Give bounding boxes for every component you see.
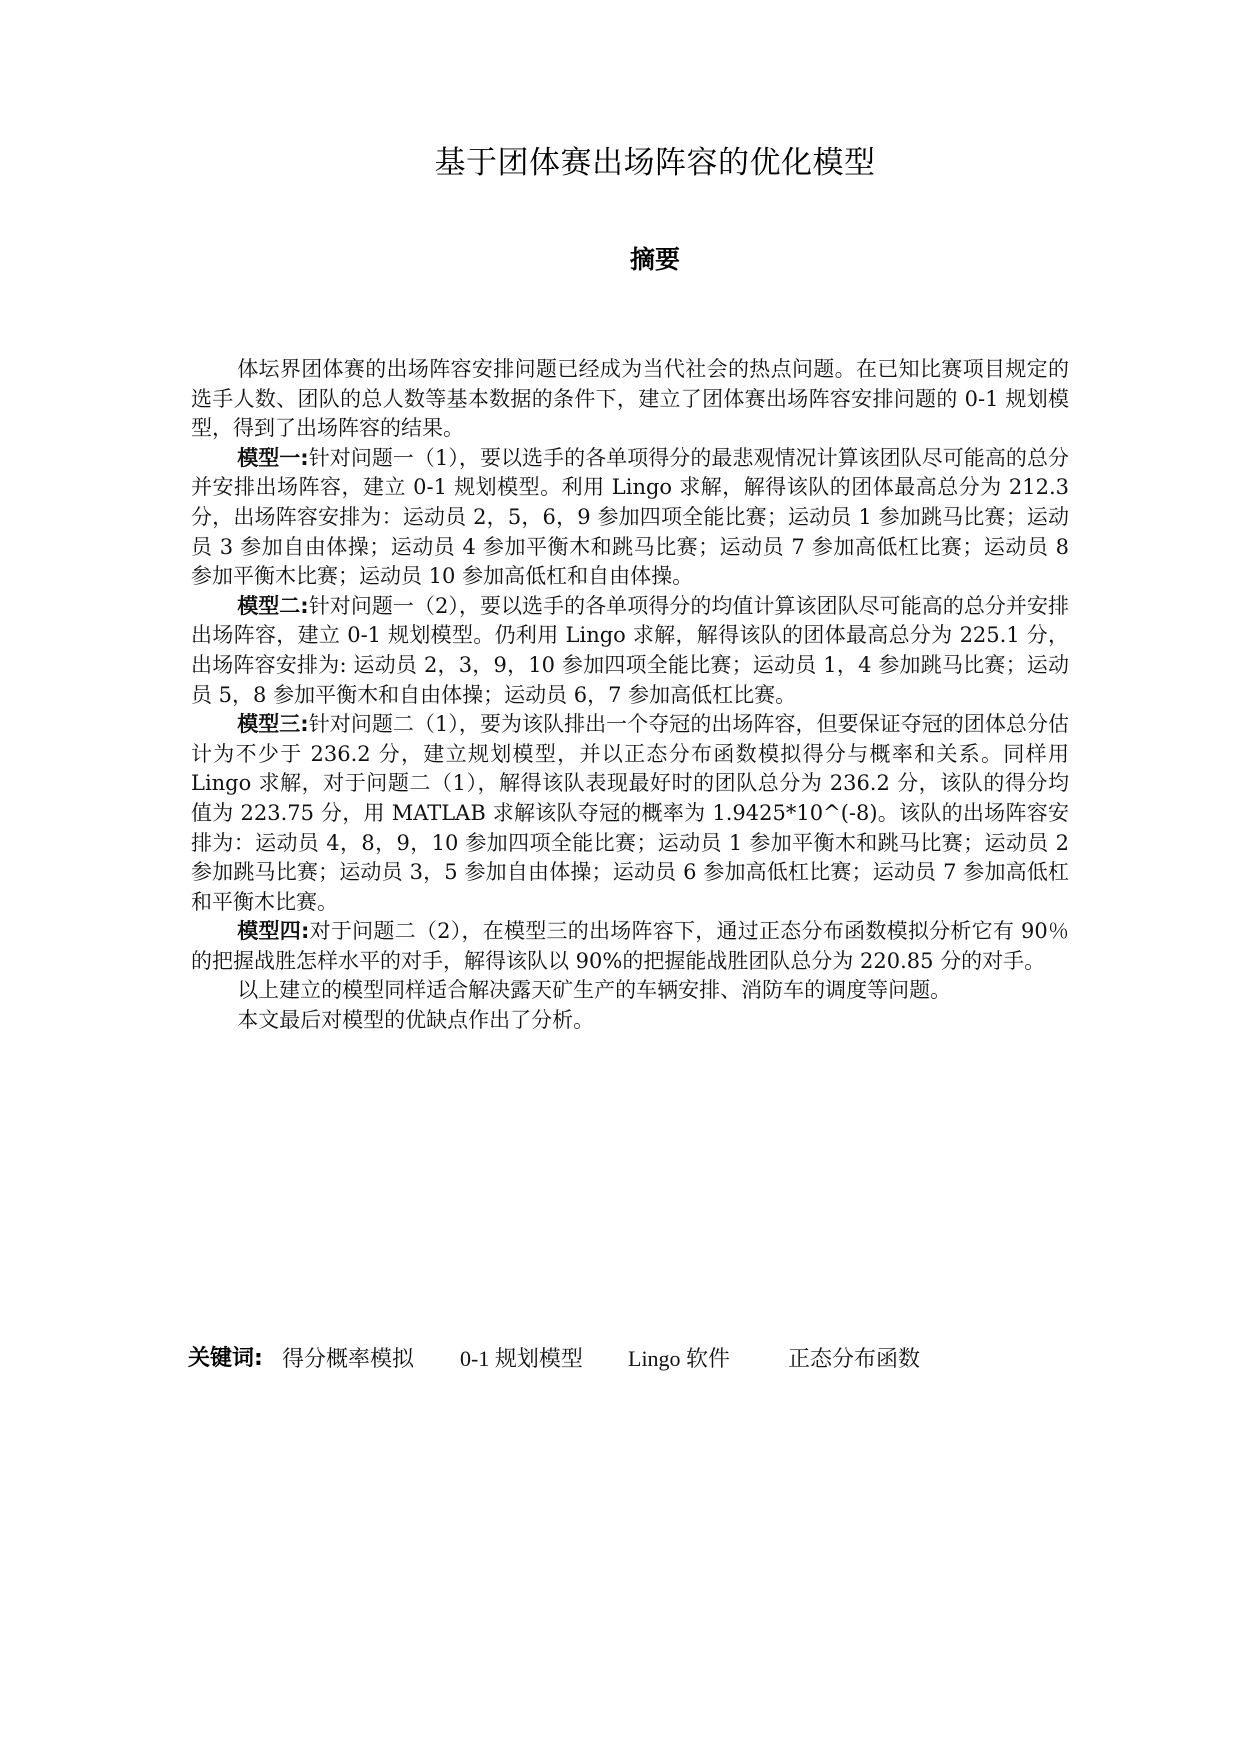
model-2-label: 模型二: bbox=[237, 593, 309, 618]
abstract-paragraph-conclusion bbox=[191, 1006, 1069, 1036]
abstract-paragraph-model-2 bbox=[191, 592, 1069, 710]
abstract-paragraph-intro bbox=[191, 355, 1069, 444]
abstract-heading: 摘要 bbox=[629, 245, 680, 274]
paragraph-text: 体坛界团体赛的出场阵容安排问题已经成为当代社会的热点问题。在已知比赛项目规定的选手人数、团队的总人数等基本数据的条件下，建立了团体赛出场阵容安排问题的 0-1 规划模型，得到了出场阵容的结果。 bbox=[191, 357, 1069, 441]
model-1-label: 模型一: bbox=[237, 445, 309, 470]
model-4-label: 模型四: bbox=[237, 919, 310, 944]
paragraph-text: 针对问题二（1），要为该队排出一个夺冠的出场阵容，但要保证夺冠的团体总分估计为不少于 236.2 分，建立规划模型，并以正态分布函数模拟得分与概率和关系。同样用 Lingo 求解，对于问题二（1），解得该队表现最好时的团队总分为 236.2 分，该队的得分均值为 223.75 分，用 MATLAB 求解该队夺冠的概率为 1.9425*10^(-8)。该队的出场阵容安排为：运动员 4，8，9，10 参加四项全能比赛；运动员 1 参加平衡木和跳马比赛；运动员 2 参加跳马比赛；运动员 3，5 参加自由体操；运动员 6 参加高低杠比赛；运动员 7 参加高低杠和平衡木比赛。 bbox=[191, 712, 1069, 914]
abstract-paragraph-model-4 bbox=[191, 917, 1069, 976]
abstract-paragraph-applications bbox=[191, 976, 1069, 1006]
keywords-line bbox=[188, 1342, 1088, 1376]
abstract-paragraph-model-1 bbox=[191, 444, 1069, 592]
paragraph-text: 以上建立的模型同样适合解决露天矿生产的车辆安排、消防车的调度等问题。 bbox=[237, 978, 952, 1003]
keyword-item: 0-1 规划模型 bbox=[460, 1346, 583, 1371]
paragraph-text: 针对问题一（2），要以选手的各单项得分的均值计算该团队尽可能高的总分并安排出场阵容，建立 0-1 规划模型。仍利用 Lingo 求解，解得该队的团体最高总分为 225.1 分，出场阵容安排为: 运动员 2，3，9，10 参加四项全能比赛；运动员 1，4 参加跳马比赛；运动员 5，8 参加平衡木和自由体操；运动员 6，7 参加高低杠比赛。 bbox=[191, 593, 1069, 707]
keyword-item: 得分概率模拟 bbox=[282, 1346, 415, 1371]
paragraph-text: 本文最后对模型的优缺点作出了分析。 bbox=[237, 1008, 595, 1033]
abstract-paragraph-model-3 bbox=[191, 710, 1069, 917]
paper-title: 基于团体赛出场阵容的优化模型 bbox=[434, 145, 876, 181]
keywords-label: 关键词: bbox=[188, 1346, 263, 1371]
keyword-item: Lingo 软件 bbox=[628, 1346, 731, 1371]
model-3-label: 模型三: bbox=[237, 712, 309, 737]
paragraph-text: 对于问题二（2），在模型三的出场阵容下，通过正态分布函数模拟分析它有 90％的把握战胜怎样水平的对手，解得该队以 90%的把握能战胜团队总分为 220.85 分的对手。 bbox=[191, 919, 1069, 973]
abstract-body bbox=[191, 355, 1069, 1036]
keyword-item: 正态分布函数 bbox=[788, 1346, 921, 1371]
paragraph-text: 针对问题一（1），要以选手的各单项得分的最悲观情况计算该团队尽可能高的总分并安排出场阵容，建立 0-1 规划模型。利用 Lingo 求解，解得该队的团体最高总分为 212.3 分，出场阵容安排为：运动员 2，5，6，9 参加四项全能比赛；运动员 1 参加跳马比赛；运动员 3 参加自由体操；运动员 4 参加平衡木和跳马比赛；运动员 7 参加高低杠比赛；运动员 8 参加平衡木比赛；运动员 10 参加高低杠和自由体操。 bbox=[191, 445, 1069, 589]
